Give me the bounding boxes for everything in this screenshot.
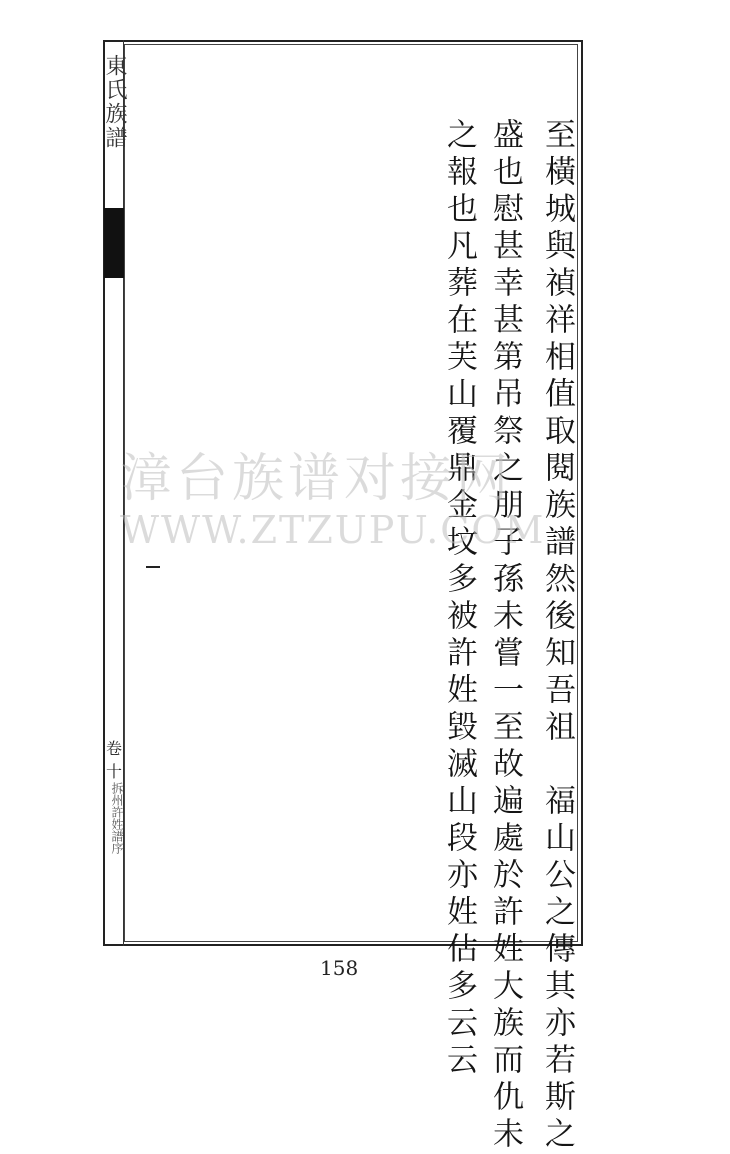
spine-title: 東氏族譜 (102, 54, 127, 150)
spine-subtitle: 拆州許姓譜序 (110, 782, 124, 854)
watermark-chinese: 漳台族谱对接网 (120, 449, 513, 509)
watermark-url: WWW.ZTZUPU.COM (120, 508, 546, 552)
text-column-1: 至橫城與禎祥相值取閱族譜然後知吾祖 福山公之傳其亦若斯之 (539, 118, 575, 1154)
spine-black-fishtail (104, 208, 124, 278)
margin-mark (146, 566, 160, 568)
text-column-2: 盛也慰甚幸甚第吊祭之朋子孫未嘗一至故遍處於許姓大族而仇未 (487, 118, 523, 1154)
page-number: 158 (320, 956, 359, 980)
spine-volume-label: 卷十 (105, 739, 122, 781)
text-column-3: 之報也凡葬在芙山覆鼎金坟多被許姓毀滅山段亦姓佔多云云 (441, 118, 477, 1080)
